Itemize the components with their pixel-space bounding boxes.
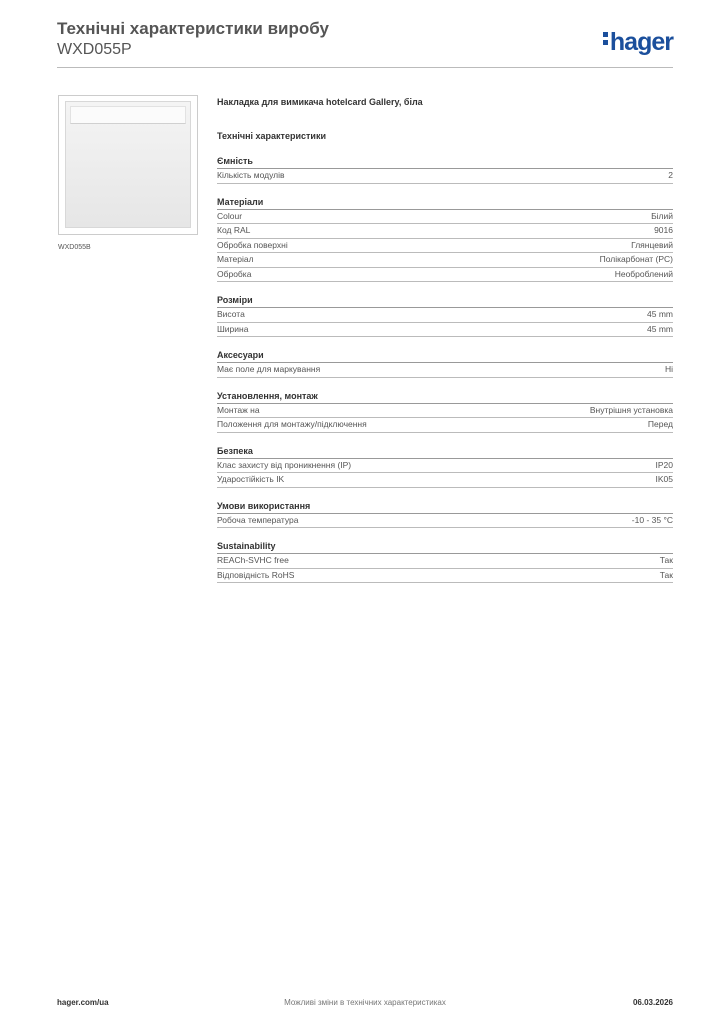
spec-section xyxy=(217,349,673,378)
spec-label: REACh-SVHC free xyxy=(217,555,289,565)
logo-dots-icon xyxy=(603,29,608,48)
spec-label: Обробка поверхні xyxy=(217,239,288,250)
spec-label: Положення для монтажу/підключення xyxy=(217,419,367,429)
spec-value: 45 mm xyxy=(647,323,673,334)
spec-value: 9016 xyxy=(654,225,673,235)
spec-label: Ударостійкість IK xyxy=(217,474,285,484)
product-title: Накладка для вимикача hotelcard Gallery, біла xyxy=(217,97,423,107)
spec-value: Ні xyxy=(664,364,673,374)
page-title: Технічні характеристики виробу xyxy=(57,19,329,38)
spec-value: Необроблений xyxy=(614,268,673,279)
spec-section xyxy=(217,294,673,337)
spec-row xyxy=(217,169,673,184)
section-heading: Умови використання xyxy=(217,500,673,514)
footer-notice: Можливі зміни в технічних характеристиках xyxy=(284,998,446,1007)
spec-section xyxy=(217,390,673,433)
section-heading: Аксесуари xyxy=(217,349,673,363)
spec-section xyxy=(217,540,673,583)
spec-value: Полікарбонат (PC) xyxy=(599,254,673,264)
section-heading: Безпека xyxy=(217,445,673,459)
spec-value: -10 - 35 °C xyxy=(631,514,673,525)
spec-label: Монтаж на xyxy=(217,404,260,415)
spec-label: Має поле для маркування xyxy=(217,364,321,374)
spec-row xyxy=(217,554,673,569)
spec-row xyxy=(217,459,673,474)
header-divider xyxy=(57,67,673,68)
footer-date: 06.03.2026 xyxy=(632,998,673,1007)
spec-label: Робоча температура xyxy=(217,514,299,525)
section-heading: Розміри xyxy=(217,294,673,308)
product-code: WXD055P xyxy=(57,41,132,58)
logo-text: hager xyxy=(609,28,673,56)
hager-logo xyxy=(603,28,673,57)
spec-label: Клас захисту від проникнення (IP) xyxy=(217,459,352,470)
spec-row xyxy=(217,418,673,433)
section-heading: Sustainability xyxy=(217,540,673,554)
footer-website-link[interactable]: hager.com/ua xyxy=(57,998,109,1007)
spec-label: Кількість модулів xyxy=(217,170,285,180)
spec-value: Глянцевий xyxy=(631,239,673,250)
spec-label: Код RAL xyxy=(217,225,251,235)
spec-label: Матеріал xyxy=(217,254,254,264)
spec-value: IP20 xyxy=(655,459,673,470)
spec-value: Перед xyxy=(647,419,673,429)
spec-row xyxy=(217,224,673,239)
spec-content xyxy=(217,95,673,583)
spec-sections xyxy=(217,155,673,583)
spec-value: 2 xyxy=(668,170,673,180)
spec-label: Висота xyxy=(217,309,245,319)
spec-value: Внутрішня установка xyxy=(589,404,673,415)
spec-label: Colour xyxy=(217,210,243,221)
spec-section xyxy=(217,445,673,488)
spec-row xyxy=(217,253,673,268)
spec-row xyxy=(217,323,673,338)
spec-row xyxy=(217,239,673,254)
spec-value: Білий xyxy=(651,210,673,221)
spec-value: 45 mm xyxy=(647,309,673,319)
section-heading: Матеріали xyxy=(217,196,673,210)
spec-section xyxy=(217,500,673,529)
spec-label: Обробка xyxy=(217,268,252,279)
spec-section xyxy=(217,196,673,283)
spec-section xyxy=(217,155,673,184)
spec-row xyxy=(217,363,673,378)
spec-row xyxy=(217,210,673,225)
cover-plate-illustration xyxy=(65,101,191,228)
spec-row xyxy=(217,404,673,419)
spec-label: Відповідність RoHS xyxy=(217,569,295,580)
page-header xyxy=(57,18,673,60)
spec-value: Так xyxy=(659,569,673,580)
spec-row xyxy=(217,268,673,283)
spec-row xyxy=(217,569,673,584)
card-slot-illustration xyxy=(70,106,186,124)
spec-row xyxy=(217,514,673,529)
spec-value: Так xyxy=(659,555,673,565)
image-caption: WXD055B xyxy=(58,244,91,251)
section-heading: Ємність xyxy=(217,155,673,169)
section-heading: Установлення, монтаж xyxy=(217,390,673,404)
page-footer xyxy=(57,998,673,1010)
specs-heading: Технічні характеристики xyxy=(217,131,326,141)
product-image xyxy=(58,95,198,235)
spec-label: Ширина xyxy=(217,323,249,334)
spec-value: IK05 xyxy=(655,474,673,484)
spec-row xyxy=(217,308,673,323)
spec-row xyxy=(217,473,673,488)
